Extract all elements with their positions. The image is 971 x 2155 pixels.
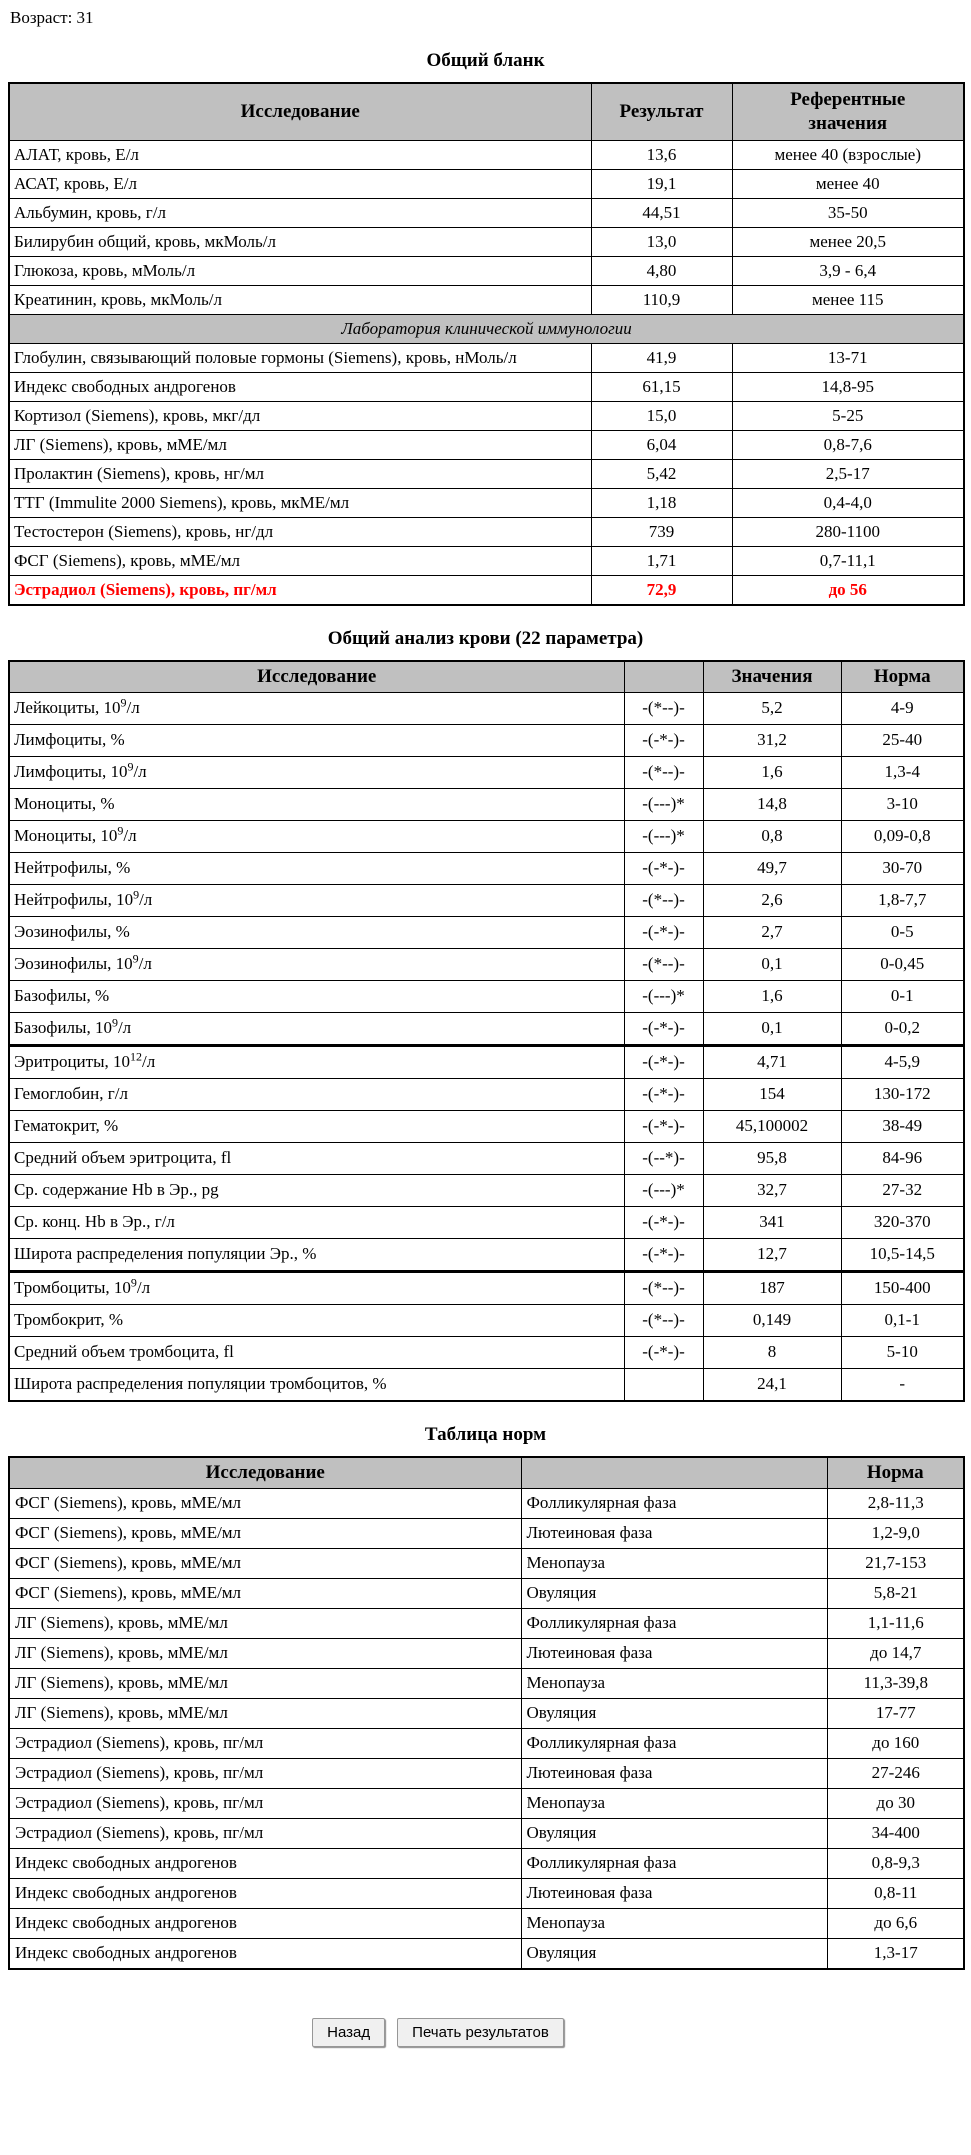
table-row: Моноциты, % -(---)* 14,8 3-10 bbox=[9, 788, 964, 820]
table-row: Билирубин общий, кровь, мкМоль/л 13,0 менее 20,5 bbox=[9, 227, 964, 256]
table-row: Средний объем эритроцита, fl -(--*)- 95,8 84-96 bbox=[9, 1142, 964, 1174]
table-row: АСАТ, кровь, Е/л 19,1 менее 40 bbox=[9, 169, 964, 198]
table-row: ФСГ (Siemens), кровь, мМЕ/мл 1,71 0,7-11,1 bbox=[9, 546, 964, 575]
table-row: Креатинин, кровь, мкМоль/л 110,9 менее 115 bbox=[9, 285, 964, 314]
cbc-header-study: Исследование bbox=[9, 661, 624, 693]
table-row: ТТГ (Immulite 2000 Siemens), кровь, мкМЕ/мл 1,18 0,4-4,0 bbox=[9, 488, 964, 517]
table-row: Эстрадиол (Siemens), кровь, пг/мл Лютеиновая фаза 27-246 bbox=[9, 1758, 964, 1788]
table-row: Ср. конц. Hb в Эр., г/л -(-*-)- 341 320-370 bbox=[9, 1206, 964, 1238]
cbc-table-title: Общий анализ крови (22 параметра) bbox=[327, 627, 644, 649]
table-row: Лимфоциты, % -(-*-)- 31,2 25-40 bbox=[9, 724, 964, 756]
table-row: Нейтрофилы, $10^9/л$ -(*--)- 2,6 1,8-7,7 bbox=[9, 884, 964, 916]
table-row: Нейтрофилы, % -(-*-)- 49,7 30-70 bbox=[9, 852, 964, 884]
section-label: Лаборатория клинической иммунологии bbox=[9, 314, 964, 343]
norms-header-study: Исследование bbox=[9, 1457, 521, 1489]
table-row: ФСГ (Siemens), кровь, мМЕ/мл Лютеиновая фаза 1,2-9,0 bbox=[9, 1518, 964, 1548]
action-buttons bbox=[8, 2018, 963, 2047]
table-row: Эстрадиол (Siemens), кровь, пг/мл Фолликулярная фаза до 160 bbox=[9, 1728, 964, 1758]
table-row: Индекс свободных андрогенов Менопауза до 6,6 bbox=[9, 1908, 964, 1938]
general-table-header-row bbox=[9, 83, 964, 140]
norms-table bbox=[8, 1456, 965, 1970]
table-row: ЛГ (Siemens), кровь, мМЕ/мл Менопауза 11,3-39,8 bbox=[9, 1668, 964, 1698]
table-row: Индекс свободных андрогенов Овуляция 1,3-17 bbox=[9, 1938, 964, 1969]
table-row: Гемоглобин, г/л -(-*-)- 154 130-172 bbox=[9, 1078, 964, 1110]
section-row bbox=[9, 314, 964, 343]
print-results-button[interactable]: Печать результатов bbox=[397, 2018, 564, 2047]
cbc-table-body bbox=[9, 692, 964, 1401]
table-row: Индекс свободных андрогенов Фолликулярная фаза 0,8-9,3 bbox=[9, 1848, 964, 1878]
general-header-result: Результат bbox=[591, 83, 732, 140]
general-table-body bbox=[9, 140, 964, 605]
table-row: Моноциты, $10^9/л$ -(---)* 0,8 0,09-0,8 bbox=[9, 820, 964, 852]
general-header-reference: Референтные значения bbox=[732, 83, 964, 140]
general-header-study: Исследование bbox=[9, 83, 591, 140]
table-row: Ср. содержание Hb в Эр., pg -(---)* 32,7 27-32 bbox=[9, 1174, 964, 1206]
table-row: Базофилы, % -(---)* 1,6 0-1 bbox=[9, 980, 964, 1012]
table-row: Эозинофилы, % -(-*-)- 2,7 0-5 bbox=[9, 916, 964, 948]
table-row: Средний объем тромбоцита, fl -(-*-)- 8 5-10 bbox=[9, 1336, 964, 1368]
norms-table-title: Таблица норм bbox=[424, 1423, 547, 1445]
cbc-table bbox=[8, 660, 965, 1402]
norms-header-norm: Норма bbox=[827, 1457, 964, 1489]
cbc-table-header-row bbox=[9, 661, 964, 693]
table-row: Пролактин (Siemens), кровь, нг/мл 5,42 2,5-17 bbox=[9, 459, 964, 488]
norms-table-header-row bbox=[9, 1457, 964, 1489]
table-row: Гематокрит, % -(-*-)- 45,100002 38-49 bbox=[9, 1110, 964, 1142]
table-row: Индекс свободных андрогенов Лютеиновая фаза 0,8-11 bbox=[9, 1878, 964, 1908]
table-row: Альбумин, кровь, г/л 44,51 35-50 bbox=[9, 198, 964, 227]
table-row: Эстрадиол (Siemens), кровь, пг/мл Менопауза до 30 bbox=[9, 1788, 964, 1818]
table-row: ЛГ (Siemens), кровь, мМЕ/мл Фолликулярная фаза 1,1-11,6 bbox=[9, 1608, 964, 1638]
table-row: Широта распределения популяции Эр., % -(-*-)- 12,7 10,5-14,5 bbox=[9, 1238, 964, 1271]
table-row: ЛГ (Siemens), кровь, мМЕ/мл 6,04 0,8-7,6 bbox=[9, 430, 964, 459]
table-row: Эстрадиол (Siemens), кровь, пг/мл 72,9 до 56 bbox=[9, 575, 964, 605]
table-row: Эритроциты, $10^{12}/л$ -(-*-)- 4,71 4-5,9 bbox=[9, 1045, 964, 1078]
cbc-header-graph bbox=[624, 661, 703, 693]
table-row: Тестостерон (Siemens), кровь, нг/дл 739 280-1100 bbox=[9, 517, 964, 546]
table-row: ФСГ (Siemens), кровь, мМЕ/мл Фолликулярная фаза 2,8-11,3 bbox=[9, 1488, 964, 1518]
general-results-table bbox=[8, 82, 965, 606]
table-row: АЛАТ, кровь, Е/л 13,6 менее 40 (взрослые) bbox=[9, 140, 964, 169]
table-row: Широта распределения популяции тромбоцитов, % 24,1 - bbox=[9, 1368, 964, 1401]
table-row: Глобулин, связывающий половые гормоны (Siemens), кровь, нМоль/л 41,9 13-71 bbox=[9, 343, 964, 372]
back-button[interactable]: Назад bbox=[312, 2018, 385, 2047]
table-row: ЛГ (Siemens), кровь, мМЕ/мл Овуляция 17-77 bbox=[9, 1698, 964, 1728]
norms-table-body bbox=[9, 1488, 964, 1969]
table-row: Индекс свободных андрогенов 61,15 14,8-95 bbox=[9, 372, 964, 401]
table-row: Кортизол (Siemens), кровь, мкг/дл 15,0 5-25 bbox=[9, 401, 964, 430]
norms-header-phase bbox=[521, 1457, 827, 1489]
table-row: Лейкоциты, $10^9/л$ -(*--)- 5,2 4-9 bbox=[9, 692, 964, 724]
age-label: Возраст: 31 bbox=[10, 8, 94, 27]
table-row: Лимфоциты, $10^9/л$ -(*--)- 1,6 1,3-4 bbox=[9, 756, 964, 788]
table-row: Тромбоциты, $10^9/л$ -(*--)- 187 150-400 bbox=[9, 1271, 964, 1304]
table-row: Базофилы, $10^9/л$ -(-*-)- 0,1 0-0,2 bbox=[9, 1012, 964, 1045]
general-table-title: Общий бланк bbox=[426, 50, 545, 71]
table-row: Глюкоза, кровь, мМоль/л 4,80 3,9 - 6,4 bbox=[9, 256, 964, 285]
cbc-header-norm: Норма bbox=[841, 661, 964, 693]
table-row: ФСГ (Siemens), кровь, мМЕ/мл Овуляция 5,8-21 bbox=[9, 1578, 964, 1608]
table-row: Эстрадиол (Siemens), кровь, пг/мл Овуляция 34-400 bbox=[9, 1818, 964, 1848]
cbc-header-values: Значения bbox=[703, 661, 841, 693]
table-row: Тромбокрит, % -(*--)- 0,149 0,1-1 bbox=[9, 1304, 964, 1336]
table-row: ЛГ (Siemens), кровь, мМЕ/мл Лютеиновая фаза до 14,7 bbox=[9, 1638, 964, 1668]
table-row: Эозинофилы, $10^9/л$ -(*--)- 0,1 0-0,45 bbox=[9, 948, 964, 980]
table-row: ФСГ (Siemens), кровь, мМЕ/мл Менопауза 21,7-153 bbox=[9, 1548, 964, 1578]
